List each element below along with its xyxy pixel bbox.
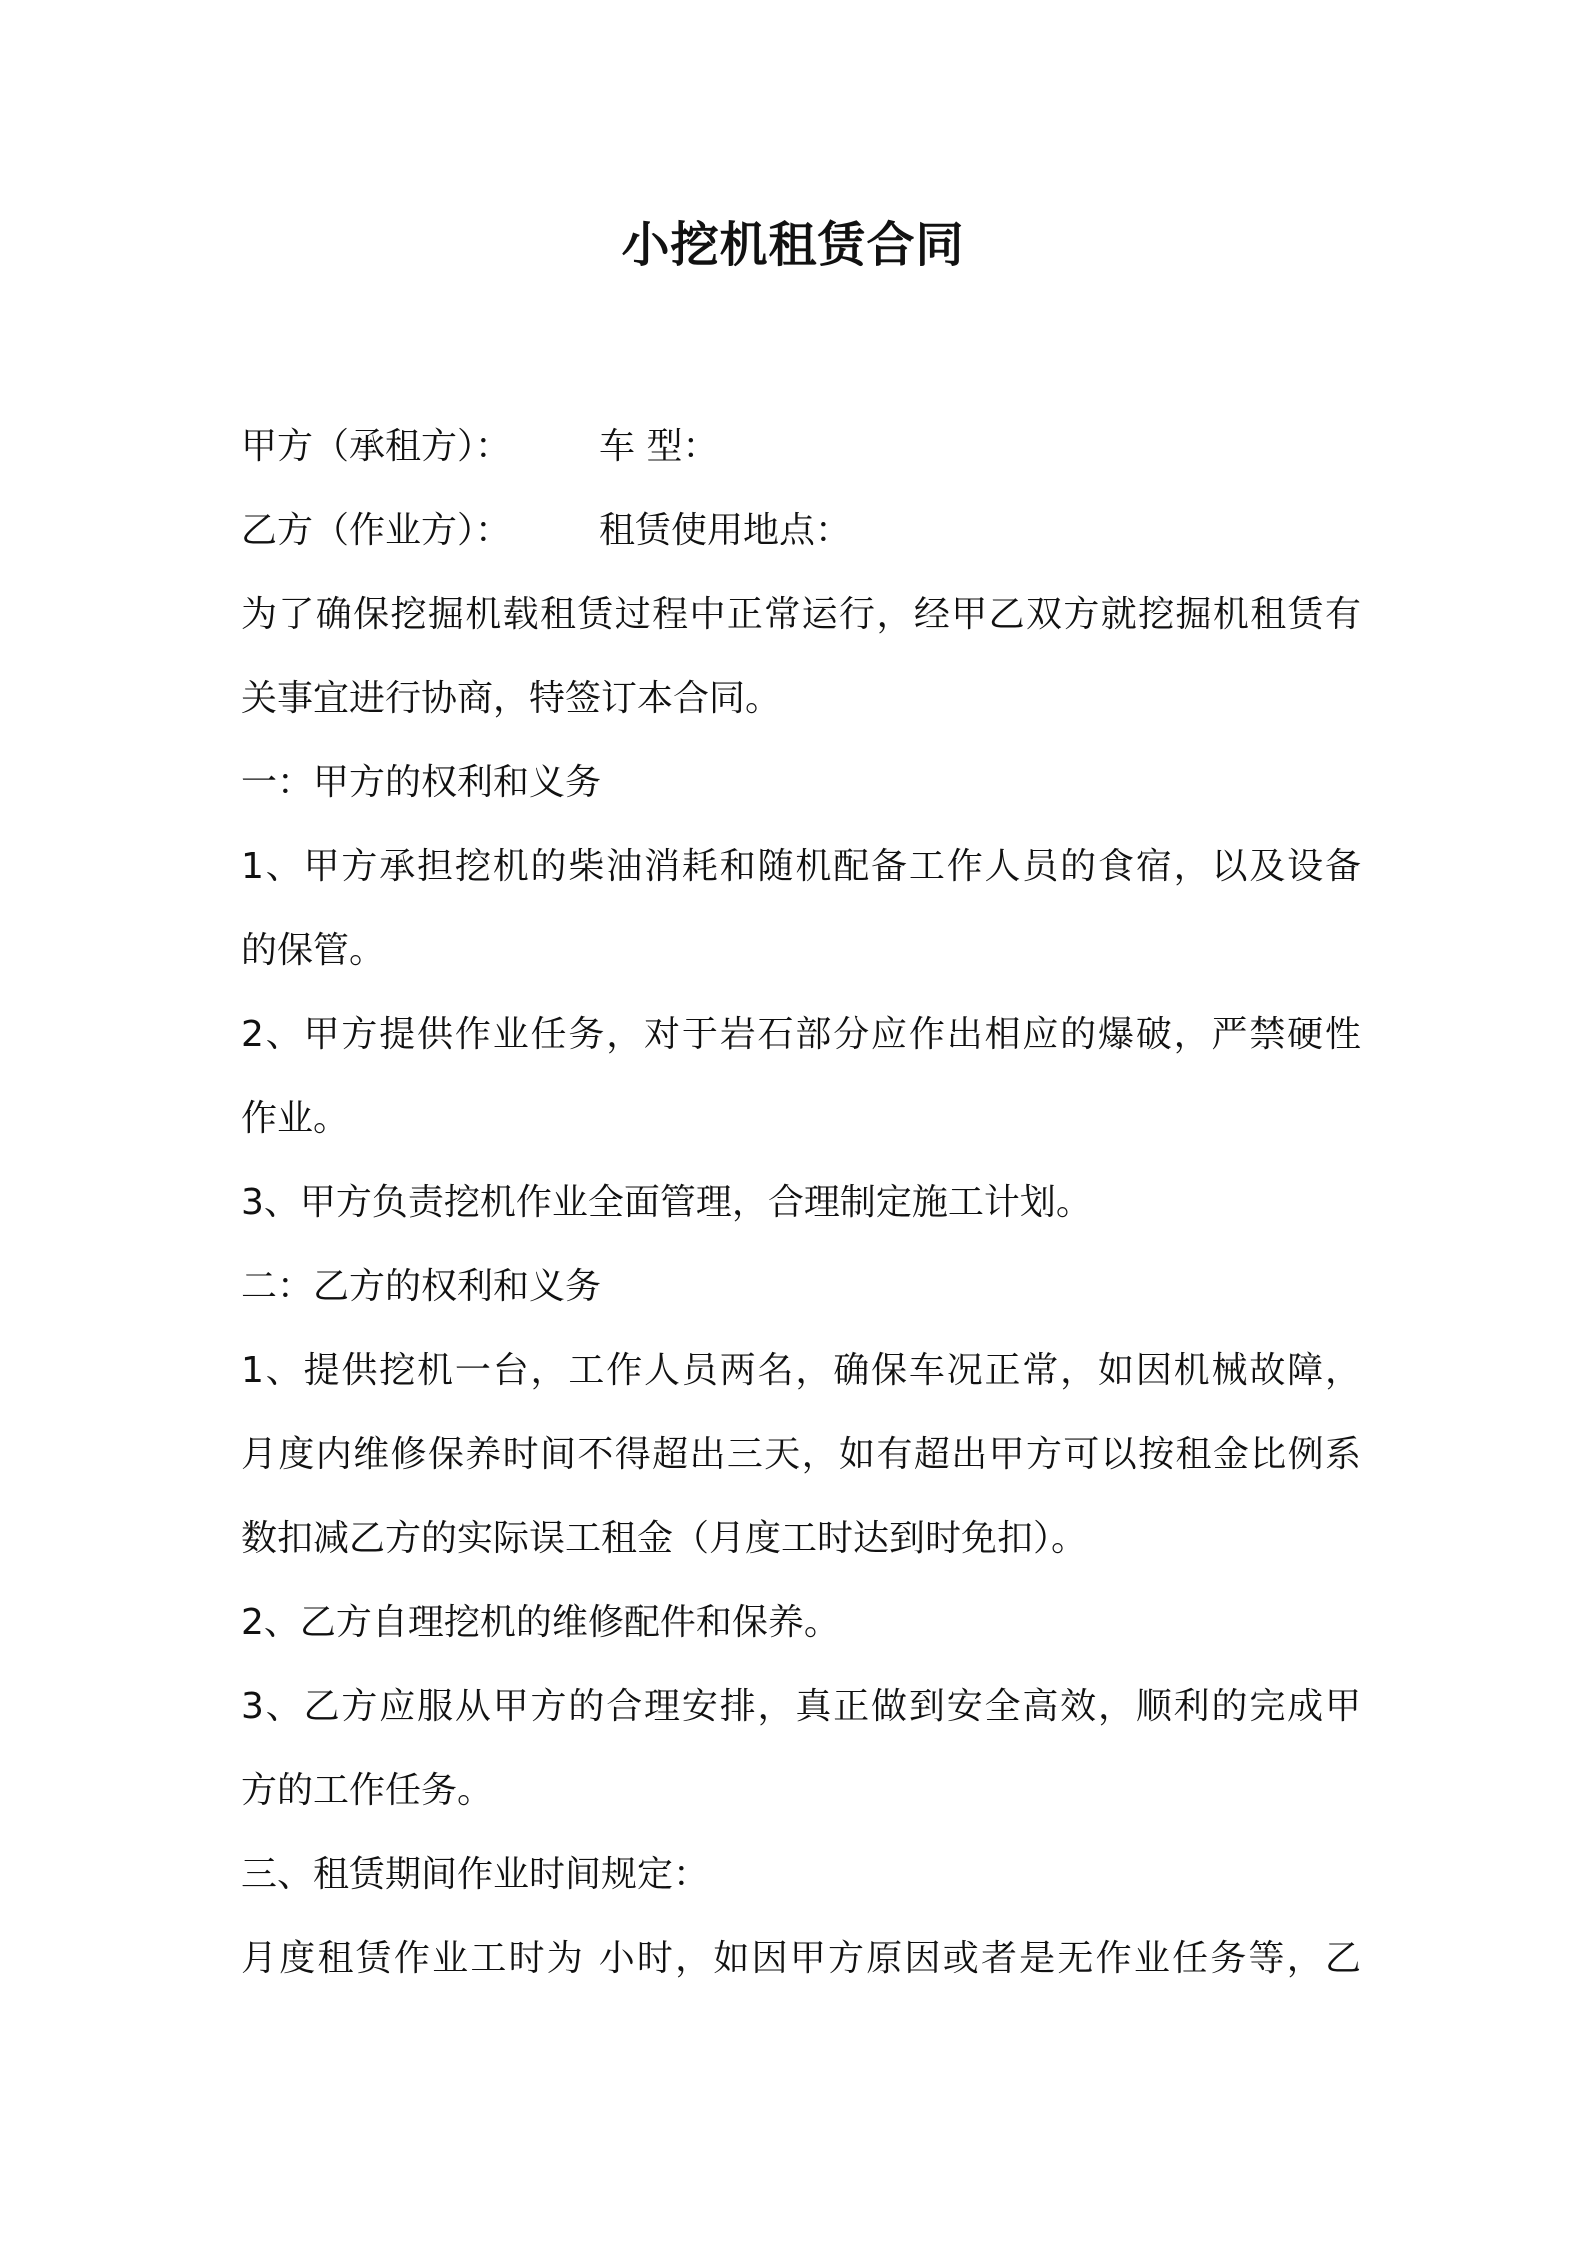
section1-item2-line: 2、甲方提供作业任务，对于岩石部分应作出相应的爆破，严禁硬性 [241,1014,1361,1055]
section2-item1-line: 1、提供挖机一台，工作人员两名，确保车况正常，如因机械故障， [241,1350,1361,1391]
section3-text-line: 月度租赁作业工时为 小时，如因甲方原因或者是无作业任务等，乙 [241,1938,1361,1979]
section2-item1-line: 数扣减乙方的实际误工租金（月度工时达到时免扣）。 [241,1518,1088,1559]
vehicle-type-label: 车 型： [599,426,719,467]
section2-item2-line: 2、乙方自理挖机的维修配件和保养。 [241,1602,840,1643]
section1-item1-line: 1、甲方承担挖机的柴油消耗和随机配备工作人员的食宿，以及设备 [241,846,1361,887]
intro-line: 为了确保挖掘机载租赁过程中正常运行，经甲乙双方就挖掘机租赁有 [241,594,1361,635]
location-label: 租赁使用地点： [599,510,852,551]
document-body [241,405,1361,2001]
party-a-row [241,405,1361,489]
section2-item3-line: 方的工作任务。 [241,1770,494,1811]
section2-heading: 二：乙方的权利和义务 [241,1266,602,1307]
party-b-row [241,489,1361,573]
section2-item3-line: 3、乙方应服从甲方的合理安排，真正做到安全高效，顺利的完成甲 [241,1686,1361,1727]
intro-line: 关事宜进行协商，特签订本合同。 [241,678,782,719]
party-a-label: 甲方（承租方）： [241,426,512,467]
party-b-label: 乙方（作业方）： [241,510,512,551]
section1-item2-line: 作业。 [241,1098,350,1139]
document-title: 小挖机租赁合同 [621,217,965,273]
section3-heading: 三、租赁期间作业时间规定： [241,1854,710,1895]
section2-item1-line: 月度内维修保养时间不得超出三天，如有超出甲方可以按租金比例系 [241,1434,1361,1475]
section1-item1-line: 的保管。 [241,930,386,971]
section1-item3-line: 3、甲方负责挖机作业全面管理，合理制定施工计划。 [241,1182,1092,1223]
section1-heading: 一：甲方的权利和义务 [241,762,602,803]
